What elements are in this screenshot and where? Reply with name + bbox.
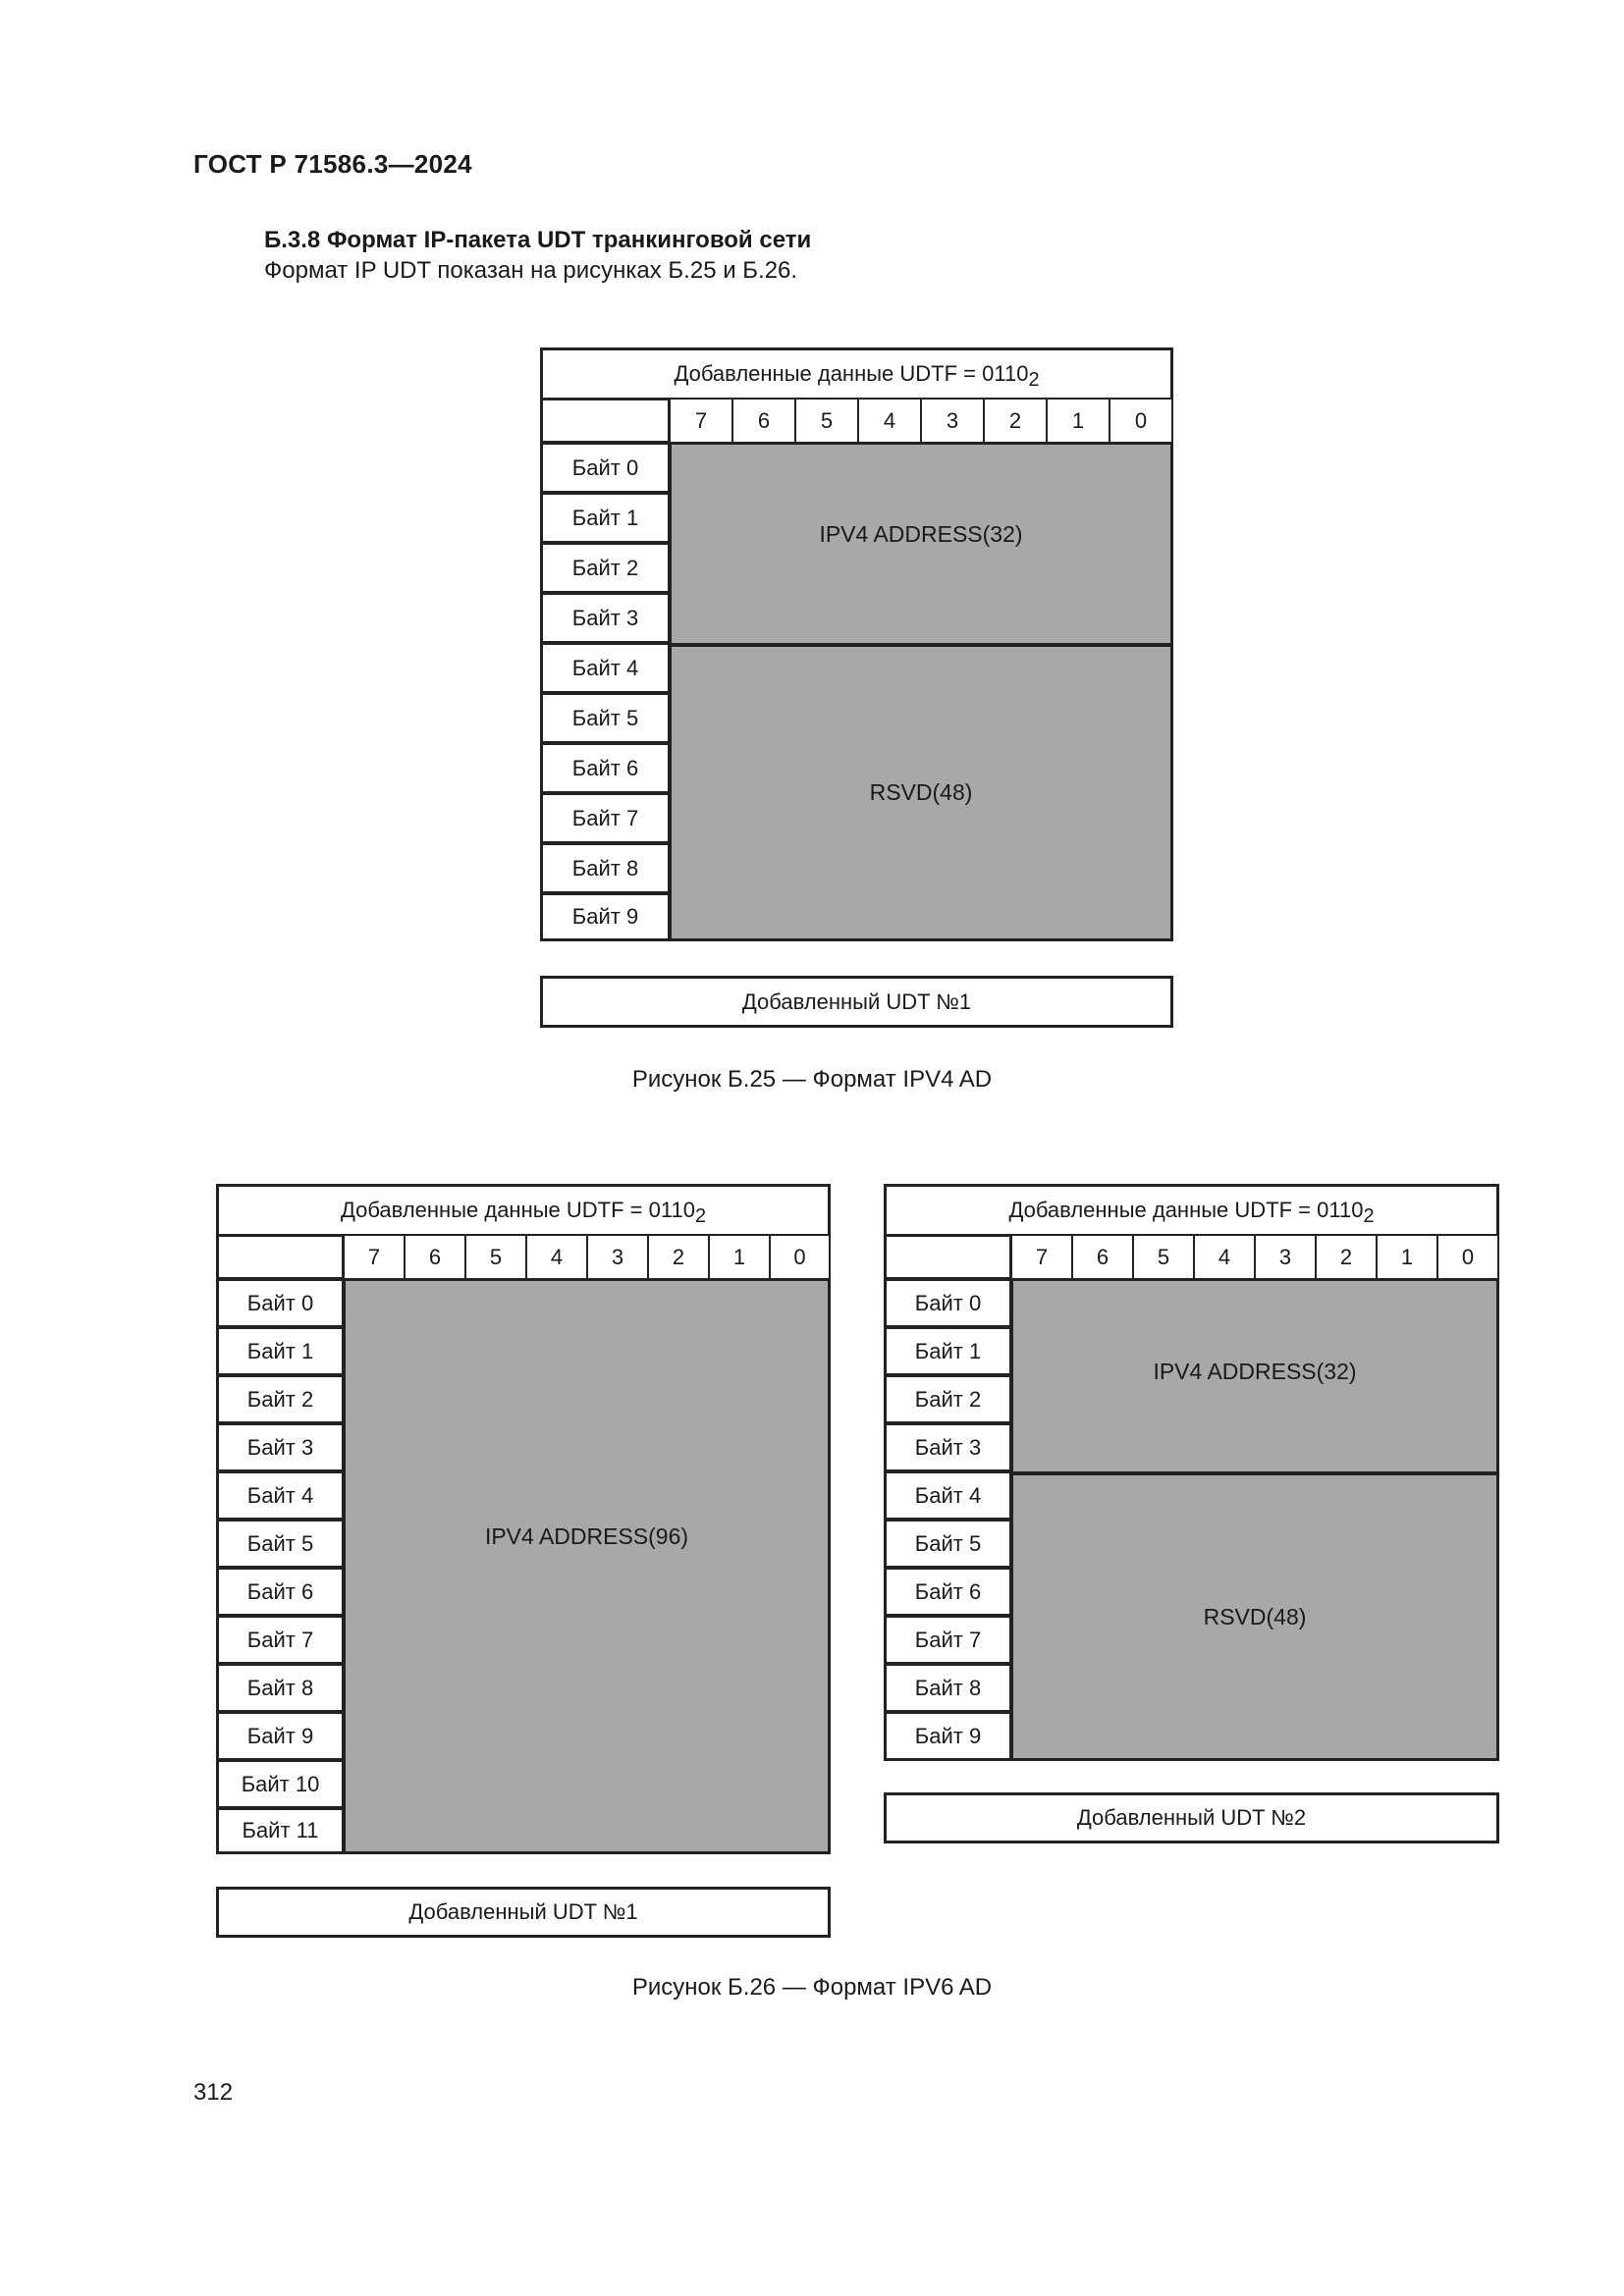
bit-cell: 1 bbox=[1046, 398, 1110, 444]
bit-cell: 0 bbox=[1436, 1234, 1499, 1280]
figure-26-caption: Рисунок Б.26 — Формат IPV6 AD bbox=[631, 1974, 993, 2001]
figure-26-left-diagram bbox=[216, 1184, 831, 1854]
byte-label: Байт 3 bbox=[216, 1422, 345, 1472]
bit-cell: 5 bbox=[794, 398, 859, 444]
bit-cell: 6 bbox=[1071, 1234, 1134, 1280]
figure-25-caption: Рисунок Б.25 — Формат IPV4 AD bbox=[631, 1066, 993, 1093]
bit-cell: 2 bbox=[1315, 1234, 1378, 1280]
byte-label: Байт 10 bbox=[216, 1759, 345, 1809]
ipv4-address-field: IPV4 ADDRESS(32) bbox=[1010, 1278, 1499, 1474]
byte-label: Байт 8 bbox=[216, 1663, 345, 1713]
udtf-label: Добавленные данные UDTF = 0110 bbox=[340, 1198, 695, 1222]
ipv4-address-field: IPV4 ADDRESS(32) bbox=[669, 442, 1173, 646]
bit-cell: 5 bbox=[1132, 1234, 1195, 1280]
added-udt-box: Добавленный UDT №1 bbox=[216, 1887, 831, 1938]
bit-cell: 7 bbox=[1010, 1234, 1073, 1280]
ipv4-address-field: IPV4 ADDRESS(96) bbox=[343, 1278, 831, 1854]
udtf-label: Добавленные данные UDTF = 0110 bbox=[674, 361, 1029, 386]
corner-cell bbox=[884, 1234, 1012, 1280]
figure-25-diagram bbox=[540, 347, 1173, 941]
bit-cell: 7 bbox=[343, 1234, 406, 1280]
figure-26-right-diagram bbox=[884, 1184, 1499, 1761]
byte-label: Байт 0 bbox=[216, 1278, 345, 1328]
byte-label: Байт 3 bbox=[884, 1422, 1012, 1472]
byte-label: Байт 9 bbox=[540, 892, 671, 941]
udtf-subscript: 2 bbox=[1028, 368, 1040, 391]
bit-cell: 4 bbox=[525, 1234, 588, 1280]
bit-cell: 7 bbox=[669, 398, 733, 444]
byte-label: Байт 7 bbox=[884, 1615, 1012, 1665]
bit-cell: 5 bbox=[464, 1234, 527, 1280]
byte-label: Байт 5 bbox=[884, 1519, 1012, 1569]
bit-cell: 1 bbox=[1376, 1234, 1438, 1280]
udtf-title-cell bbox=[540, 347, 1173, 400]
byte-label: Байт 4 bbox=[216, 1470, 345, 1521]
bit-cell: 3 bbox=[920, 398, 985, 444]
bit-cell: 4 bbox=[1193, 1234, 1256, 1280]
corner-cell bbox=[540, 398, 671, 444]
corner-cell bbox=[216, 1234, 345, 1280]
bit-cell: 2 bbox=[647, 1234, 710, 1280]
byte-label: Байт 6 bbox=[216, 1567, 345, 1617]
added-udt-box: Добавленный UDT №1 bbox=[540, 976, 1173, 1028]
bit-cell: 2 bbox=[983, 398, 1048, 444]
added-udt-box: Добавленный UDT №2 bbox=[884, 1792, 1499, 1843]
udtf-subscript: 2 bbox=[1363, 1204, 1375, 1227]
byte-label: Байт 9 bbox=[216, 1711, 345, 1761]
udtf-label: Добавленные данные UDTF = 0110 bbox=[1008, 1198, 1364, 1222]
byte-label: Байт 8 bbox=[884, 1663, 1012, 1713]
rsvd-field: RSVD(48) bbox=[669, 644, 1173, 941]
byte-label: Байт 4 bbox=[884, 1470, 1012, 1521]
byte-label: Байт 6 bbox=[884, 1567, 1012, 1617]
byte-label: Байт 7 bbox=[216, 1615, 345, 1665]
byte-label: Байт 0 bbox=[884, 1278, 1012, 1328]
bit-cell: 3 bbox=[1254, 1234, 1317, 1280]
bit-cell: 3 bbox=[586, 1234, 649, 1280]
byte-label: Байт 0 bbox=[540, 442, 671, 494]
bit-cell: 1 bbox=[708, 1234, 771, 1280]
udtf-title-cell bbox=[884, 1184, 1499, 1237]
byte-label: Байт 2 bbox=[216, 1374, 345, 1424]
bit-cell: 6 bbox=[404, 1234, 466, 1280]
byte-label: Байт 2 bbox=[540, 542, 671, 594]
udtf-title-cell bbox=[216, 1184, 831, 1237]
byte-label: Байт 8 bbox=[540, 842, 671, 894]
rsvd-field: RSVD(48) bbox=[1010, 1472, 1499, 1761]
bit-cell: 0 bbox=[769, 1234, 831, 1280]
bit-cell: 0 bbox=[1109, 398, 1173, 444]
byte-label: Байт 7 bbox=[540, 792, 671, 844]
byte-label: Байт 4 bbox=[540, 642, 671, 694]
byte-label: Байт 5 bbox=[540, 692, 671, 744]
byte-label: Байт 11 bbox=[216, 1807, 345, 1854]
udtf-subscript: 2 bbox=[694, 1204, 707, 1227]
page-number: 312 bbox=[193, 2079, 234, 2106]
standard-header: ГОСТ Р 71586.3—2024 bbox=[193, 149, 472, 179]
byte-label: Байт 1 bbox=[216, 1326, 345, 1376]
byte-label: Байт 1 bbox=[540, 492, 671, 544]
section-text: Формат IP UDT показан на рисунках Б.25 и Б.26. bbox=[264, 257, 798, 284]
byte-label: Байт 3 bbox=[540, 592, 671, 644]
bit-cell: 4 bbox=[857, 398, 922, 444]
section-heading: Б.3.8 Формат IP-пакета UDT транкинговой сети bbox=[264, 227, 812, 253]
byte-label: Байт 2 bbox=[884, 1374, 1012, 1424]
bit-cell: 6 bbox=[731, 398, 796, 444]
byte-label: Байт 6 bbox=[540, 742, 671, 794]
byte-label: Байт 1 bbox=[884, 1326, 1012, 1376]
byte-label: Байт 9 bbox=[884, 1711, 1012, 1761]
byte-label: Байт 5 bbox=[216, 1519, 345, 1569]
